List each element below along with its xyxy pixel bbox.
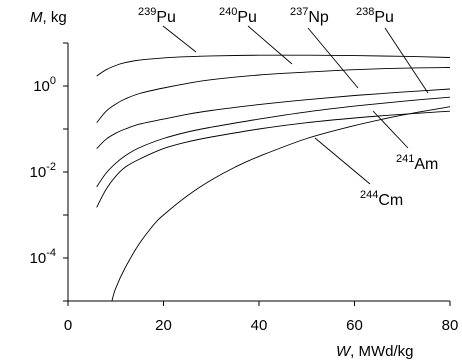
- leader-line: [163, 26, 196, 52]
- series-line: [97, 55, 450, 76]
- y-axis-ticks: [30, 43, 68, 301]
- label-leader-lines: [163, 26, 428, 184]
- series-label: [290, 6, 329, 26]
- series-label-name: Pu: [237, 9, 257, 26]
- series-label-mass: 239: [138, 6, 157, 18]
- series-label-mass: 237: [290, 6, 309, 18]
- y-tick-label-exp: 0: [49, 75, 56, 87]
- x-axis-ticks: [64, 301, 459, 334]
- series-label-name: Pu: [374, 9, 394, 26]
- x-tick-label: 0: [63, 317, 73, 334]
- series-label: [138, 6, 176, 26]
- y-tick-label: [30, 247, 56, 267]
- y-tick-label-base: 10: [29, 250, 47, 267]
- x-axis-label: [336, 343, 414, 360]
- y-tick-label-base: 10: [33, 78, 50, 95]
- series-label: [360, 189, 403, 209]
- series-label-name: Cm: [378, 192, 404, 209]
- series-line: [97, 89, 450, 149]
- y-axis-label-unit: , kg: [42, 9, 67, 26]
- y-axis-label-var: M: [30, 9, 43, 26]
- x-axis-label-var: W: [336, 343, 351, 360]
- series-label-mass: 238: [356, 6, 375, 18]
- leader-line: [373, 111, 408, 148]
- series-label-mass: 241: [396, 153, 415, 165]
- y-tick-label-exp: -2: [46, 161, 56, 173]
- x-axis-label-unit: , MWd/kg: [350, 343, 414, 360]
- x-tick-label: 80: [441, 317, 459, 334]
- x-tick-label: 20: [155, 317, 172, 334]
- leader-line: [315, 138, 370, 184]
- series-line: [97, 97, 450, 187]
- series-label: [219, 6, 257, 26]
- series-label-mass: 240: [219, 6, 238, 18]
- x-tick-label: 40: [250, 317, 268, 334]
- series-curves: [97, 55, 450, 301]
- y-tick-label-base: 10: [29, 164, 47, 181]
- series-label: [356, 6, 394, 26]
- series-label: [396, 153, 438, 173]
- x-tick-label: 60: [346, 317, 363, 334]
- leader-line: [308, 28, 358, 88]
- series-label-name: Pu: [156, 9, 176, 26]
- leader-line: [248, 26, 292, 64]
- series-label-name: Np: [308, 9, 329, 26]
- series-label-name: Am: [414, 156, 439, 173]
- y-axis-label: [30, 9, 67, 26]
- y-tick-label-exp: -4: [46, 247, 56, 259]
- leader-line: [385, 28, 428, 93]
- y-tick-label: [33, 75, 56, 95]
- series-labels: [138, 6, 438, 209]
- y-tick-label: [30, 161, 56, 181]
- series-label-mass: 244: [360, 189, 379, 201]
